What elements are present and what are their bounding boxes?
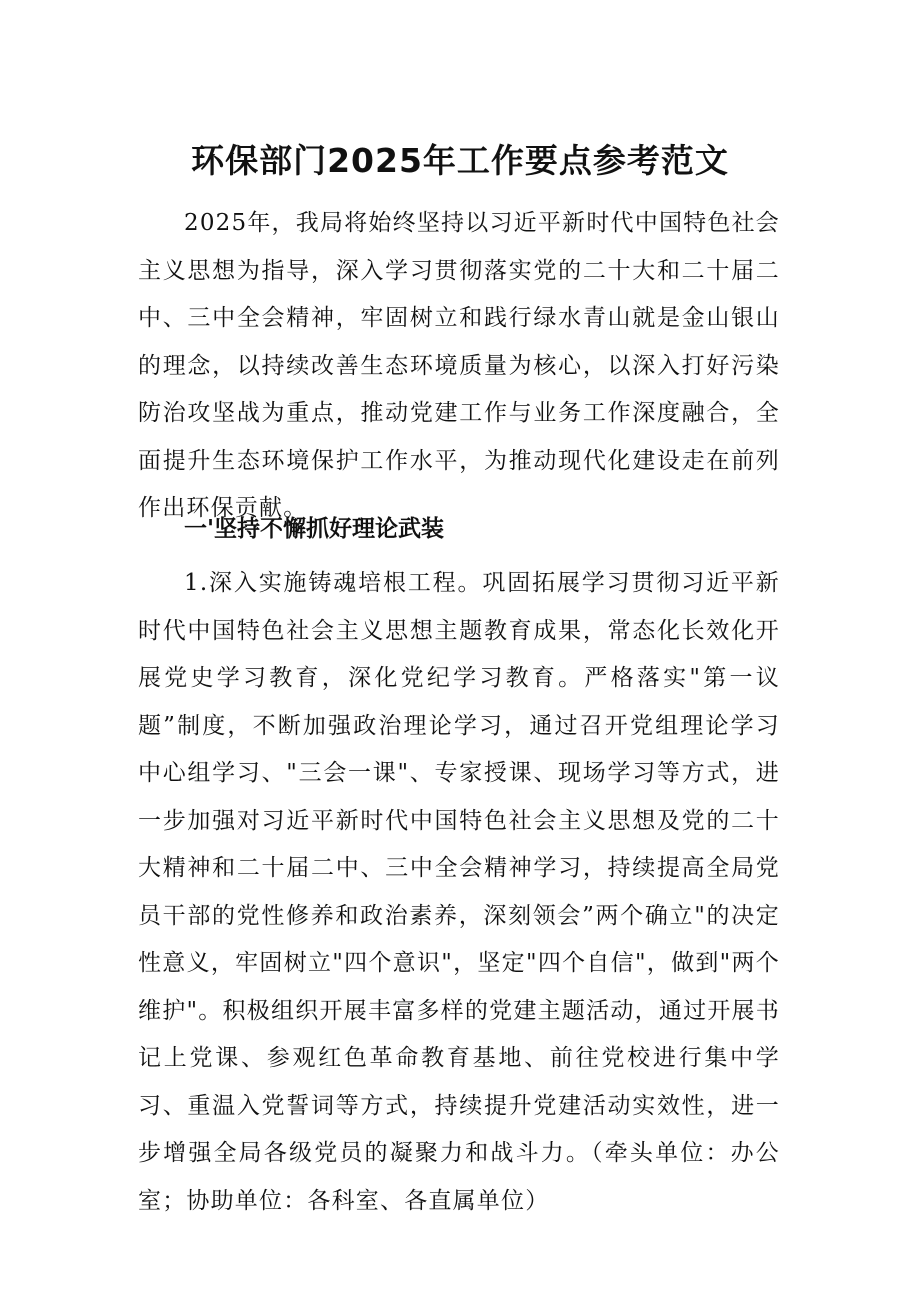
intro-paragraph: 2025年，我局将始终坚持以习近平新时代中国特色社会主义思想为指导，深入学习贯彻落实党的二十大和二十届二中、三中全会精神，牢固树立和践行绿水青山就是金山银山的理念，以持续改善生态环境质量为核心，以深入打好污染防治攻坚战为重点，推动党建工作与业务工作深度融合，全面提升生态环境保护工作水平，为推动现代化建设走在前列作出环保贡献。 — [138, 210, 780, 521]
section-heading: 一'坚持不懈抓好理论武装 — [184, 516, 445, 542]
document-title: 环保部门2025年工作要点参考范文 — [191, 141, 729, 180]
item-1-paragraph: 1.深入实施铸魂培根工程。巩固拓展学习贯彻习近平新时代中国特色社会主义思想主题教育成果，常态化长效化开展党史学习教育，深化党纪学习教育。严格落实"第一议题”制度，不断加强政治理论学习，通过召开党组理论学习中心组学习、"三会一课"、专家授课、现场学习等方式，进一步加强对习近平新时代中国特色社会主义思想及党的二十大精神和二十届二中、三中全会精神学习，持续提高全局党员干部的党性修养和政治素养，深刻领会”两个确立"的决定性意义，牢固树立"四个意识"，坚定"四个自信"，做到"两个维护"。积极组织开展丰富多样的党建主题活动，通过开展书记上党课、参观红色革命教育基地、前往党校进行集中学习、重温入党誓词等方式，持续提升党建活动实效性，进一步增强全局各级党员的凝聚力和战斗力。（牵头单位：办公室；协助单位：各科室、各直属单位） — [138, 570, 780, 1214]
